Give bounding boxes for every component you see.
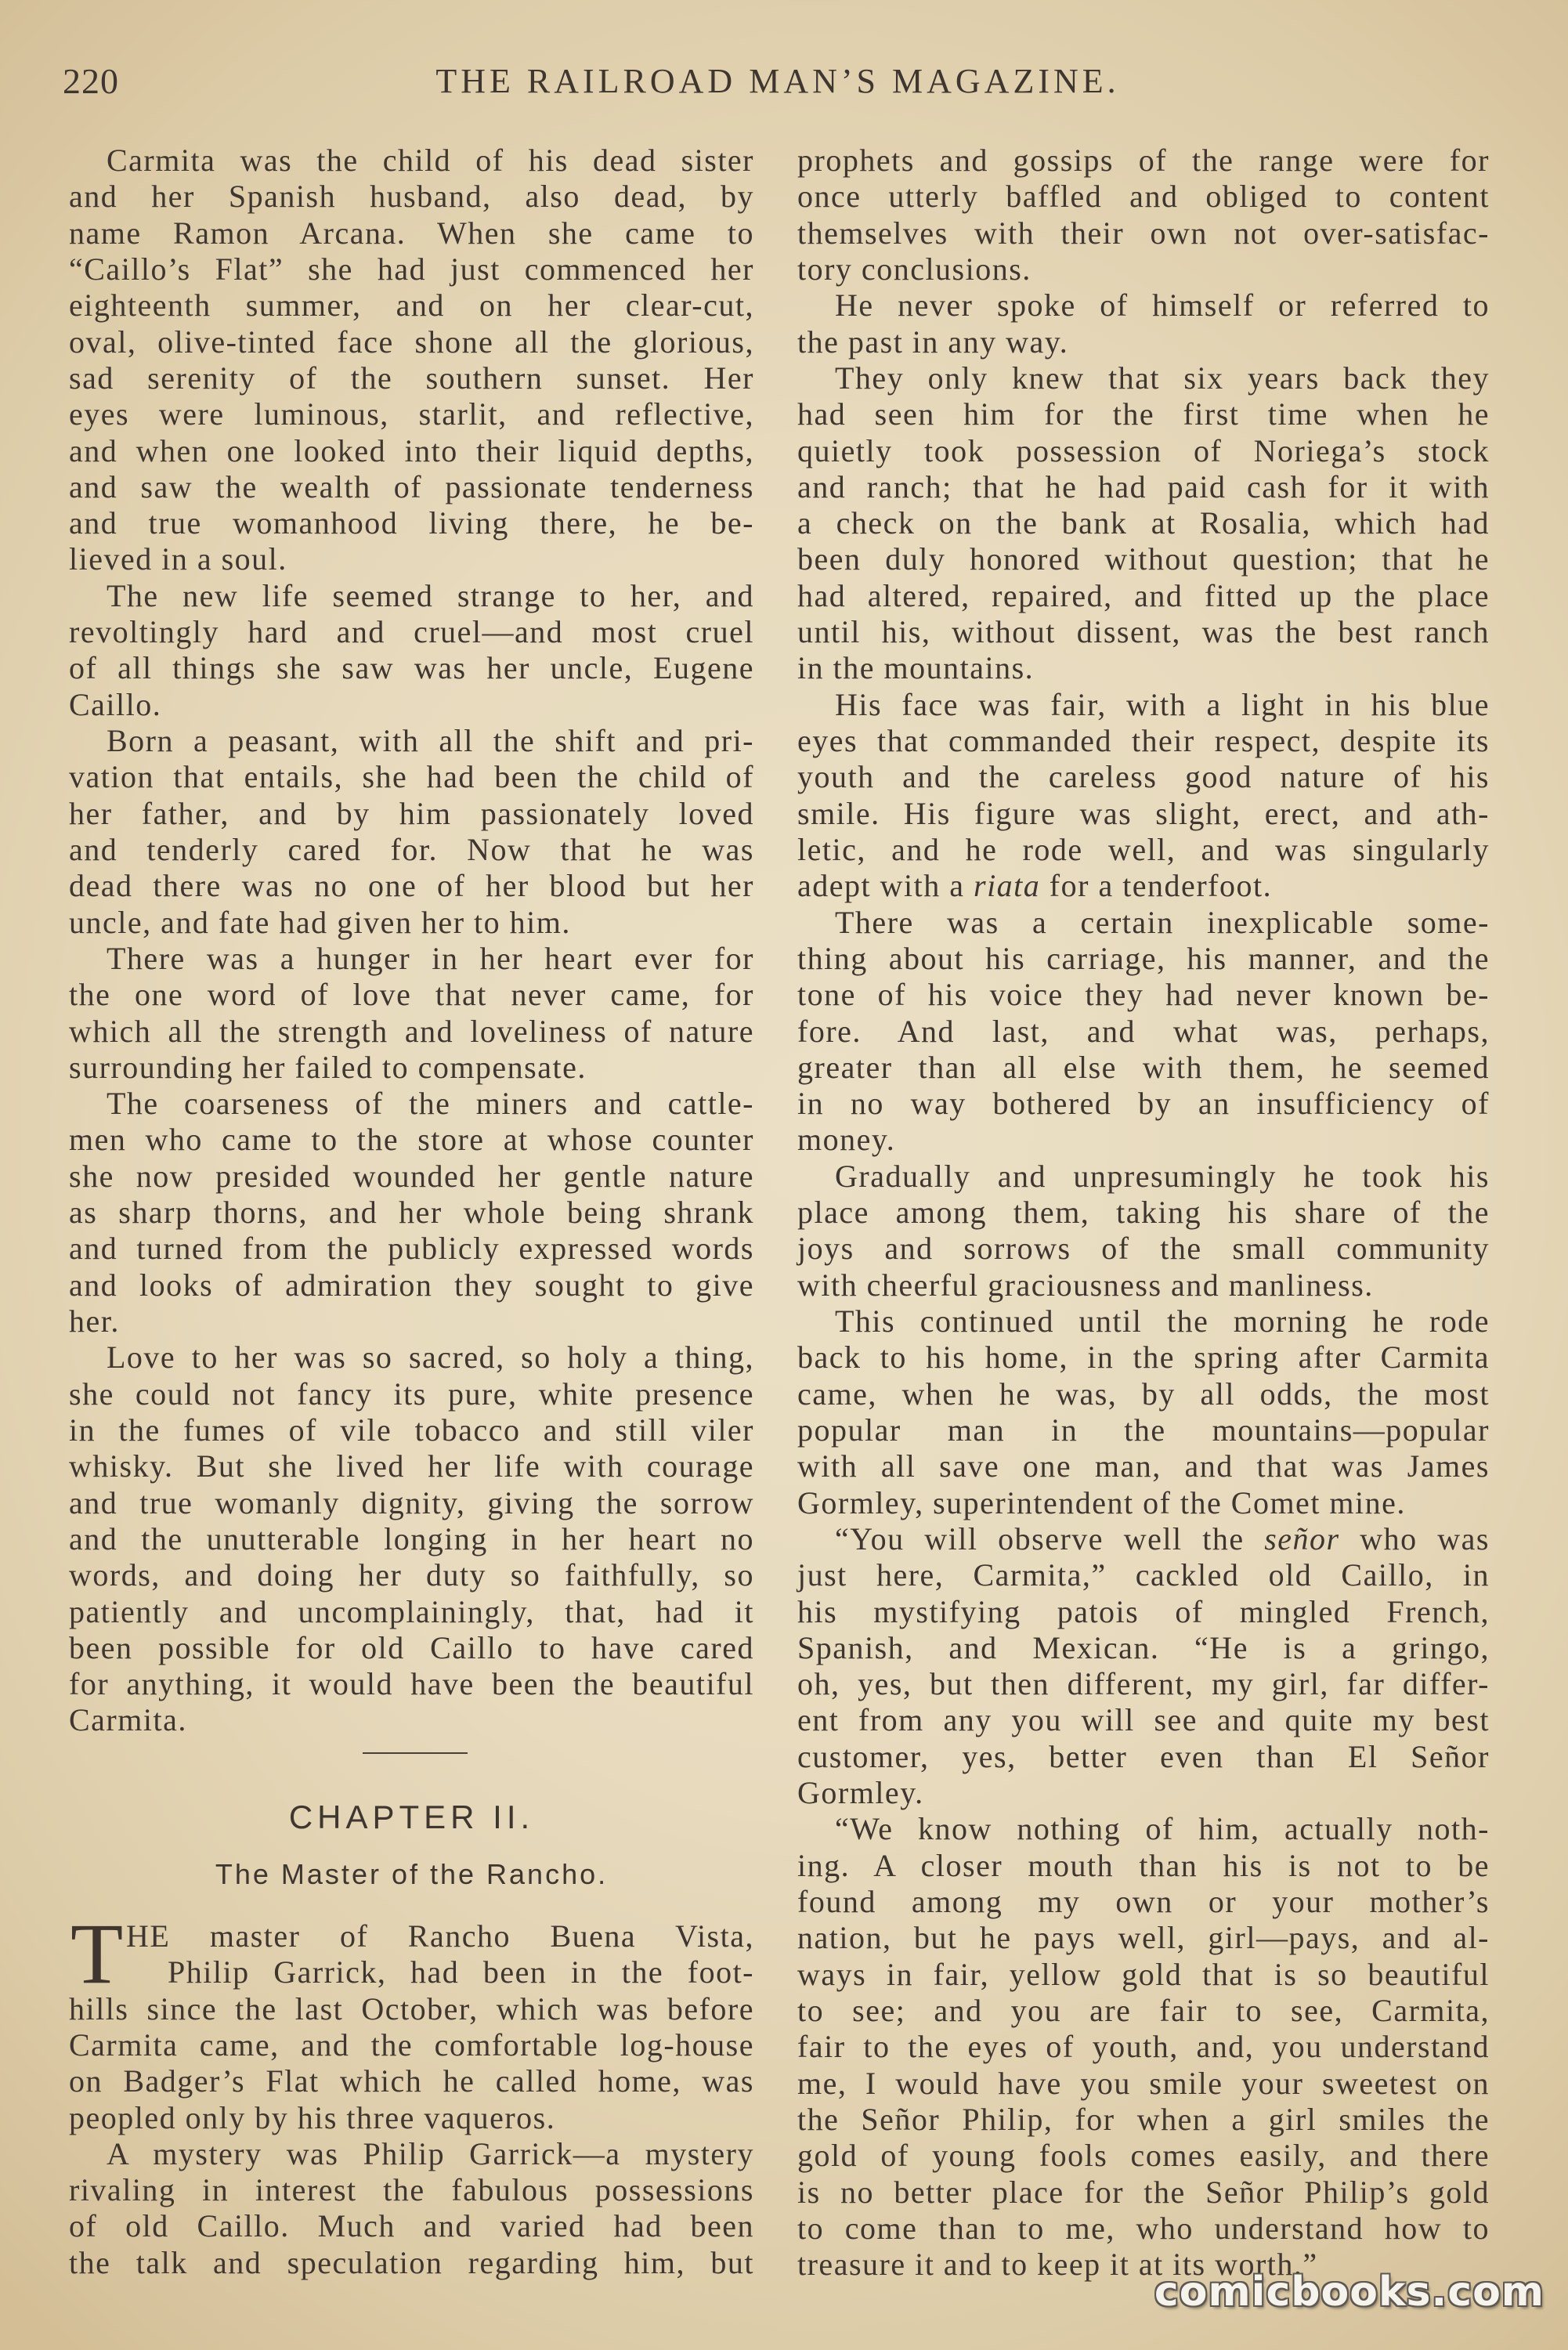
text-line: Gormley. — [797, 1775, 924, 1811]
text-line: name Ramon Arcana. When she came to — [69, 215, 754, 251]
paragraph — [69, 941, 754, 1086]
text-line: popular man in the mountains—popular — [797, 1412, 1490, 1448]
paragraph — [797, 287, 1490, 360]
text-line: quietly took possession of Noriega’s stock — [797, 432, 1490, 468]
text-line: she now presided wounded her gentle nature — [69, 1158, 754, 1194]
paragraph — [797, 1303, 1490, 1521]
text-line: tory conclusions. — [797, 251, 1031, 287]
text-line: customer, yes, better even than El Señor — [797, 1738, 1490, 1774]
chapter-title: The Master of the Rancho. — [215, 1857, 609, 1890]
text-line: Spanish, and Mexican. “He is a gringo, — [797, 1629, 1490, 1665]
text-line: place among them, taking his share of the — [797, 1195, 1490, 1231]
text-line: vation that entails, she had been the child of — [69, 759, 754, 795]
text-line: joys and sorrows of the small community — [797, 1231, 1490, 1267]
chapter-rule — [363, 1752, 468, 1754]
text-line: lieved in a soul. — [69, 541, 287, 577]
paragraph — [69, 578, 754, 723]
text-line: me, I would have you smile your sweetest on — [797, 2065, 1490, 2101]
text-line: in no way bothered by an insufficiency of — [797, 1086, 1490, 1122]
paragraph — [69, 1340, 754, 1738]
text-line: had seen him for the first time when he — [797, 396, 1490, 432]
left-column — [69, 143, 754, 2281]
text-line: found among my own or your mother’s — [797, 1884, 1490, 1919]
text-line: until his, without dissent, was the best ranch — [797, 614, 1490, 650]
text-line: her. — [69, 1303, 120, 1339]
text-line: as sharp thorns, and her whole being shrank — [69, 1195, 754, 1231]
text-line: treasure it and to keep it at its worth.” — [797, 2247, 1318, 2283]
text-line: the Señor Philip, for when a girl smiles the — [797, 2101, 1490, 2137]
right-column-text — [797, 143, 1490, 2283]
text-line: the talk and speculation regarding him, but — [69, 2244, 754, 2280]
text-segment: who was — [1339, 1520, 1490, 1556]
text-line: Born a peasant, with all the shift and pri- — [107, 723, 754, 758]
text-line: hills since the last October, which was before — [69, 1990, 754, 2026]
text-line: and her Spanish husband, also dead, by — [69, 179, 754, 215]
running-head: THE RAILROAD MAN’S MAGAZINE. — [435, 62, 1120, 100]
text-line: and true womanly dignity, giving the sorrow — [69, 1484, 754, 1520]
text-line: ent from any you will see and quite my best — [797, 1702, 1490, 1738]
text-line: Love to her was so sacred, so holy a thing, — [107, 1340, 754, 1376]
text-line: eighteenth summer, and on her clear-cut, — [69, 287, 754, 324]
text-line: and turned from the publicly expressed words — [69, 1231, 754, 1267]
text-line: with cheerful graciousness and manliness. — [797, 1267, 1374, 1303]
paragraph — [797, 143, 1490, 287]
text-line: came, when he was, by all odds, the most — [797, 1376, 1490, 1412]
paragraph — [797, 1159, 1490, 1303]
text-line: youth and the careless good nature of his — [797, 759, 1490, 795]
text-line: This continued until the morning he rode — [835, 1303, 1490, 1339]
text-line: They only knew that six years back they — [835, 360, 1490, 396]
text-line: surrounding her failed to compensate. — [69, 1049, 587, 1085]
text-line: thing about his carriage, his manner, and the — [797, 940, 1490, 976]
watermark: comicbooks.com — [1154, 2269, 1545, 2316]
text-line: fair to the eyes of youth, and, you understand — [797, 2029, 1490, 2065]
text-line: which all the strength and loveliness of nature — [69, 1013, 754, 1049]
text-line: and ranch; that he had paid cash for it with — [797, 468, 1490, 504]
text-line: oval, olive-tinted face shone all the glorious, — [69, 324, 754, 360]
paragraph — [797, 360, 1490, 687]
page-number: 220 — [63, 61, 119, 101]
text-line: Carmita. — [69, 1702, 187, 1738]
text-line: letic, and he rode well, and was singularly — [797, 831, 1490, 867]
text-line: his mystifying patois of mingled French, — [797, 1593, 1490, 1629]
text-segment: adept with a — [797, 868, 974, 904]
text-line: eyes were luminous, starlit, and reflective, — [69, 396, 754, 432]
text-line: sad serenity of the southern sunset. Her — [69, 360, 754, 396]
text-line: of old Caillo. Much and varied had been — [69, 2208, 754, 2244]
text-line: There was a hunger in her heart ever for — [107, 940, 754, 976]
text-line: fore. And last, and what was, perhaps, — [797, 1013, 1490, 1049]
drop-cap: T — [70, 1905, 124, 2001]
text-line — [797, 868, 1490, 904]
text-line: back to his home, in the spring after Carmita — [797, 1340, 1490, 1376]
text-segment: “You will observe well the — [835, 1520, 1265, 1556]
text-line: to come than to me, who understand how to — [797, 2210, 1490, 2246]
text-line: HE master of Rancho Buena Vista, — [126, 1918, 754, 1954]
paragraph — [797, 1811, 1490, 2283]
text-line: a check on the bank at Rosalia, which had — [797, 505, 1490, 541]
paragraph — [69, 1086, 754, 1340]
text-line: and the unutterable longing in her heart no — [69, 1520, 754, 1556]
text-line: the past in any way. — [797, 324, 1069, 360]
italic-word: señor — [1264, 1520, 1340, 1556]
text-line: tone of his voice they had never known be- — [797, 977, 1490, 1013]
text-line: patiently and uncomplainingly, that, had it — [69, 1593, 754, 1629]
text-line: Carmita was the child of his dead sister — [107, 143, 754, 178]
text-line: ways in fair, yellow gold that is so beautiful — [797, 1956, 1490, 1992]
text-line: is no better place for the Señor Philip’s gold — [797, 2174, 1490, 2210]
text-line: just here, Carmita,” cackled old Caillo, in — [797, 1557, 1490, 1593]
text-line: “Caillo’s Flat” she had just commenced her — [69, 251, 754, 287]
text-line: and true womanhood living there, he be- — [69, 505, 754, 541]
paragraph — [797, 687, 1490, 905]
paragraph — [69, 143, 754, 578]
text-line: greater than all else with them, he seemed — [797, 1049, 1490, 1085]
text-line: nation, but he pays well, girl—pays, and al- — [797, 1920, 1490, 1956]
text-line: been duly honored without question; that he — [797, 541, 1490, 577]
text-line: Carmita came, and the comfortable log-house — [69, 2026, 754, 2063]
text-line: and tenderly cared for. Now that he was — [69, 831, 754, 867]
text-line: with all save one man, and that was James — [797, 1448, 1490, 1484]
text-line: for anything, it would have been the beautiful — [69, 1666, 754, 1702]
text-line: and looks of admiration they sought to give — [69, 1267, 754, 1303]
text-line: revoltingly hard and cruel—and most cruel — [69, 614, 754, 650]
paragraph — [797, 905, 1490, 1159]
italic-word: riata — [974, 868, 1041, 904]
text-segment: for a tenderfoot. — [1040, 868, 1273, 904]
left-column-text — [69, 143, 754, 1739]
text-line: uncle, and fate had given her to him. — [69, 904, 571, 940]
text-line: men who came to the store at whose counter — [69, 1122, 754, 1158]
text-line: peopled only by his three vaqueros. — [69, 2099, 556, 2135]
text-line: words, and doing her duty so faithfully, so — [69, 1557, 754, 1593]
text-line — [797, 1521, 1490, 1557]
text-line: Gormley, superintendent of the Comet mine. — [797, 1484, 1406, 1520]
text-line: dead there was no one of her blood but her — [69, 868, 754, 904]
text-line: The new life seemed strange to her, and — [107, 577, 754, 613]
chapter-heading — [69, 1739, 754, 1918]
text-line: been possible for old Caillo to have cared — [69, 1629, 754, 1665]
chapter-number: CHAPTER II. — [288, 1798, 535, 1835]
text-line: rivaling in interest the fabulous possessions — [69, 2172, 754, 2208]
text-line: whisky. But she lived her life with courage — [69, 1448, 754, 1484]
right-column — [797, 143, 1490, 2283]
text-line: in the mountains. — [797, 650, 1035, 686]
text-line: oh, yes, but then different, my girl, far differ- — [797, 1666, 1490, 1702]
text-line: themselves with their own not over-satisfac- — [797, 215, 1490, 251]
paragraph — [797, 1521, 1490, 1812]
paragraph — [69, 723, 754, 941]
text-line: once utterly baffled and obliged to content — [797, 179, 1490, 215]
text-line: on Badger’s Flat which he called home, was — [69, 2063, 754, 2099]
chapter-text — [69, 1905, 754, 2281]
text-line: Philip Garrick, had been in the foot- — [168, 1954, 754, 1990]
text-line: her father, and by him passionately loved — [69, 795, 754, 831]
text-line: Gradually and unpresumingly he took his — [835, 1158, 1490, 1194]
text-line: eyes that commanded their respect, despite its — [797, 723, 1490, 758]
text-line: the one word of love that never came, for — [69, 977, 754, 1013]
text-line: and saw the wealth of passionate tenderness — [69, 468, 754, 504]
text-line: of all things she saw was her uncle, Eugene — [69, 650, 754, 686]
text-line: money. — [797, 1122, 896, 1158]
text-line: in the fumes of vile tobacco and still viler — [69, 1412, 754, 1448]
text-line: and when one looked into their liquid depths, — [69, 432, 754, 468]
text-line: He never spoke of himself or referred to — [835, 287, 1490, 324]
text-line: she could not fancy its pure, white presence — [69, 1376, 754, 1412]
text-line: A mystery was Philip Garrick—a mystery — [107, 2135, 754, 2171]
text-line: “We know nothing of him, actually noth- — [835, 1811, 1490, 1847]
paragraph — [69, 2136, 754, 2281]
text-line: prophets and gossips of the range were for — [797, 143, 1490, 178]
text-line: The coarseness of the miners and cattle- — [107, 1086, 754, 1122]
text-line: had altered, repaired, and fitted up the place — [797, 577, 1490, 613]
text-line: ing. A closer mouth than his is not to be — [797, 1847, 1490, 1883]
paragraph — [69, 1905, 754, 2136]
text-line: to see; and you are fair to see, Carmita, — [797, 1992, 1490, 2028]
text-line: smile. His figure was slight, erect, and ath- — [797, 795, 1490, 831]
text-line: gold of young fools comes easily, and there — [797, 2138, 1490, 2174]
text-line: His face was fair, with a light in his blue — [835, 686, 1490, 722]
text-line: There was a certain inexplicable some- — [835, 904, 1490, 940]
text-line: Caillo. — [69, 686, 162, 722]
